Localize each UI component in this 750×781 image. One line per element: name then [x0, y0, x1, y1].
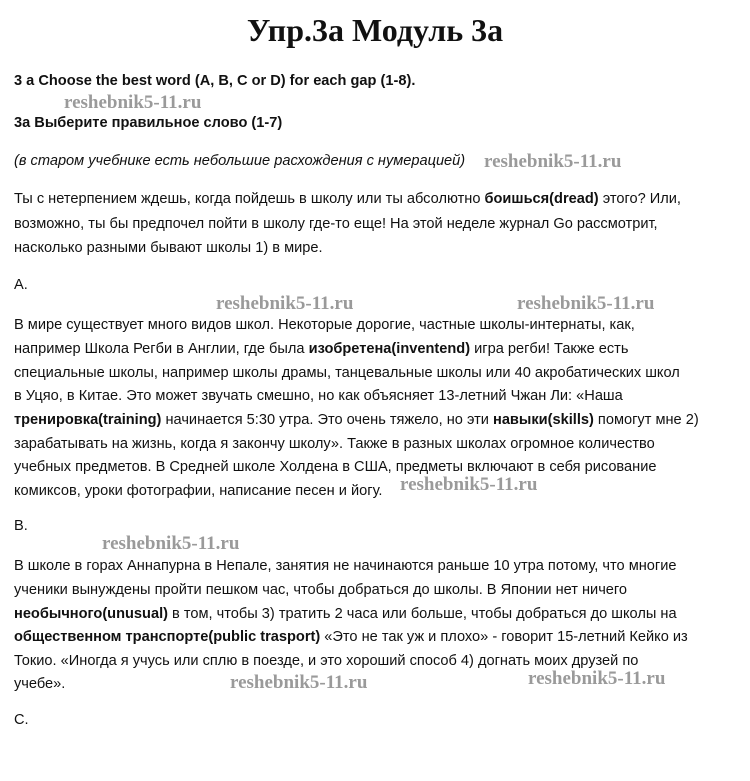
intro-line: возможно, ты бы предпочел пойти в школу где-то еще! На этой неделе журнал Go рассмотрит, — [14, 216, 658, 232]
text-span: «Это не так уж и плохо» - говорит 15-летний Кейко из — [320, 629, 688, 645]
highlighted-word: боишься(dread) — [484, 191, 599, 207]
section-a-line: комиксов, уроки фотографии, написание песен и йогу. — [14, 483, 383, 499]
section-a-line: зарабатывать на жизнь, когда я закончу школу». Также в разных школах огромное количество — [14, 436, 655, 452]
text-span: игра регби! Также есть — [470, 341, 629, 357]
section-a-line — [14, 339, 628, 359]
section-b-line — [14, 604, 677, 624]
section-b-line: В школе в горах Аннапурна в Непале, занятия не начинаются раньше 10 утра потому, что многие — [14, 558, 677, 574]
section-a-line — [14, 410, 699, 430]
section-a-line: специальные школы, например школы драмы, танцевальные школы или 40 акробатических школ — [14, 365, 680, 381]
text-span: помогут мне 2) — [593, 412, 699, 428]
watermark: reshebnik5-11.ru — [528, 668, 666, 689]
highlighted-word: изобретена(inventend) — [308, 341, 471, 357]
section-a-line: В мире существует много видов школ. Некоторые дорогие, частные школы-интернаты, как, — [14, 317, 635, 333]
section-a-line: в Уцяо, в Китае. Это может звучать смешно, но как объясняет 13-летний Чжан Ли: «Наша — [14, 388, 623, 404]
section-b-label: B. — [14, 518, 28, 534]
text-span: Ты с нетерпением ждешь, когда пойдешь в школу или ты абсолютно — [14, 191, 485, 207]
section-c-label: C. — [14, 712, 29, 728]
highlighted-word: тренировка(training) — [14, 412, 162, 428]
watermark: reshebnik5-11.ru — [64, 92, 202, 113]
text-span: в том, чтобы 3) тратить 2 часа или больше, чтобы добраться до школы на — [168, 606, 677, 622]
section-b-line: учебе». — [14, 676, 66, 692]
text-span: например Школа Регби в Англии, где была — [14, 341, 309, 357]
intro-line: насколько разными бывают школы 1) в мире. — [14, 240, 323, 256]
text-span: начинается 5:30 утра. Это очень тяжело, но эти — [161, 412, 493, 428]
section-b-line: Токио. «Иногда я учусь или сплю в поезде, и это хороший способ 4) догнать моих друзей по — [14, 653, 639, 669]
highlighted-word: навыки(skills) — [493, 412, 594, 428]
numbering-note: (в старом учебнике есть небольшие расхождения с нумерацией) — [14, 153, 466, 169]
highlighted-word: необычного(unusual) — [14, 606, 168, 622]
section-b-line: ученики вынуждены пройти пешком час, чтобы добраться до школы. В Японии нет ничего — [14, 582, 628, 598]
watermark: reshebnik5-11.ru — [102, 533, 240, 554]
watermark: reshebnik5-11.ru — [484, 151, 622, 172]
text-span: этого? Или, — [598, 191, 681, 207]
watermark: reshebnik5-11.ru — [517, 293, 655, 314]
watermark: reshebnik5-11.ru — [230, 672, 368, 693]
section-a-label: A. — [14, 277, 28, 293]
task-heading-en: 3 a Choose the best word (A, B, C or D) for each gap (1-8). — [14, 73, 416, 89]
section-b-line — [14, 627, 688, 647]
task-heading-ru: 3а Выберите правильное слово (1-7) — [14, 115, 283, 131]
page-title: Упр.3а Модуль 3а — [246, 12, 504, 48]
highlighted-word: общественном транспорте(public trasport) — [14, 629, 321, 645]
watermark: reshebnik5-11.ru — [216, 293, 354, 314]
watermark: reshebnik5-11.ru — [400, 474, 538, 495]
intro-line — [14, 189, 681, 209]
section-a-line: учебных предметов. В Средней школе Холдена в США, предметы включают в себя рисование — [14, 459, 657, 475]
